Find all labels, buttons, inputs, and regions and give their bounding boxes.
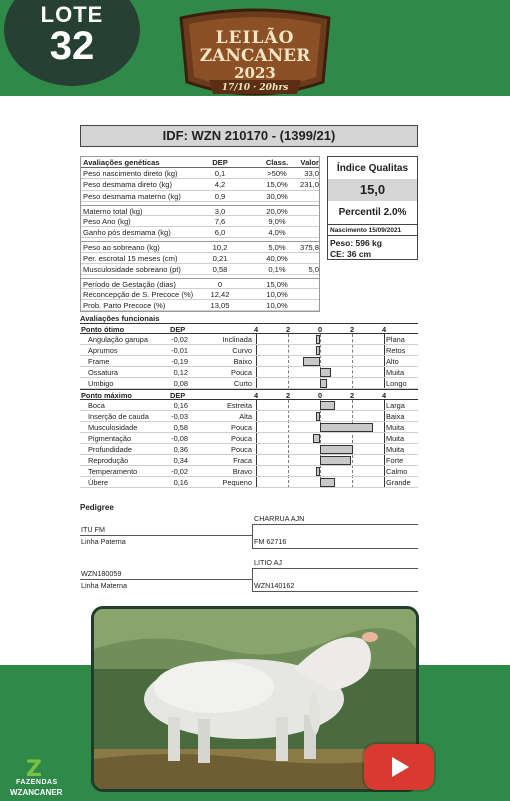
section-dep-label: DEP xyxy=(170,325,186,334)
axis-tick-label: 4 xyxy=(253,325,259,334)
dep-bar xyxy=(316,412,320,421)
paternal-grandsire: CHARRUA AJN xyxy=(254,514,305,523)
qualitas-percentile: Percentil 2.0% xyxy=(338,207,407,218)
genetic-header-name: Avaliações genéticas xyxy=(83,158,160,167)
trait-low-label: Baixo xyxy=(233,357,252,366)
trait-low-label: Inclinada xyxy=(222,335,252,344)
genetic-dep: 0,9 xyxy=(214,191,226,201)
trait-low-label: Pouca xyxy=(231,434,252,443)
genetic-class: 0,1% xyxy=(268,264,286,274)
genetic-row xyxy=(81,179,319,190)
dam-line-label: Linha Materna xyxy=(81,581,127,590)
functional-row xyxy=(80,356,418,367)
play-icon xyxy=(392,757,409,777)
axis-tick-label: 2 xyxy=(285,325,291,334)
sire-line-label: Linha Paterna xyxy=(81,537,126,546)
functional-evaluations-table xyxy=(80,323,418,488)
sire-name: ITU FM xyxy=(81,525,105,534)
section-dep-label: DEP xyxy=(170,391,186,400)
genetic-class: 9,0% xyxy=(268,216,286,226)
section-label: Ponto ótimo xyxy=(81,325,125,334)
functional-title: Avaliações funcionais xyxy=(80,314,160,323)
trait-name: Úbere xyxy=(88,478,109,487)
genetic-row xyxy=(81,241,319,252)
lote-number: 32 xyxy=(49,24,95,68)
trait-high-label: Alto xyxy=(386,357,399,366)
trait-high-label: Muita xyxy=(386,445,405,454)
trait-name: Frame xyxy=(88,357,110,366)
genetic-header-value: Valor xyxy=(300,158,319,167)
genetic-class: 40,0% xyxy=(266,253,288,263)
genetic-trait-name: Ganho pós desmama (kg) xyxy=(83,228,171,238)
genetic-trait-name: Peso desmama materno (kg) xyxy=(83,191,181,201)
trait-high-label: Baixa xyxy=(386,412,405,421)
trait-dep: 0,08 xyxy=(173,379,188,388)
lote-label: LOTE xyxy=(40,2,104,27)
auction-logo xyxy=(175,4,335,100)
trait-dep: 0,12 xyxy=(173,368,188,377)
animal-id-bar: IDF: WZN 210170 - (1399/21) xyxy=(80,125,418,147)
genetic-value: 5,0 xyxy=(308,264,319,274)
genetic-trait-name: Peso nascimento direto (kg) xyxy=(83,169,178,179)
genetic-trait-name: Peso desmama direto (kg) xyxy=(83,180,173,190)
pedigree-line xyxy=(252,568,418,569)
genetic-dep: 0,1 xyxy=(214,169,226,179)
genetic-trait-name: Materno total (kg) xyxy=(83,206,143,216)
trait-low-label: Bravo xyxy=(232,467,252,476)
genetic-class: 15,0% xyxy=(266,180,288,190)
genetic-row xyxy=(81,216,319,227)
badge-date: 17/10 · 20hrs xyxy=(221,83,289,93)
trait-high-label: Muita xyxy=(386,423,405,432)
trait-low-label: Pouca xyxy=(231,368,252,377)
genetic-trait-name: Peso ao sobreano (kg) xyxy=(83,243,160,253)
genetic-value: 231,0 xyxy=(299,180,319,190)
functional-row xyxy=(80,400,418,411)
trait-high-label: Muita xyxy=(386,434,405,443)
genetic-row xyxy=(81,253,319,264)
trait-dep: -0,02 xyxy=(171,467,188,476)
trait-name: Umbigo xyxy=(88,379,114,388)
birth-date: Nascimento 15/09/2021 xyxy=(328,224,417,236)
trait-high-label: Longo xyxy=(386,379,407,388)
functional-row xyxy=(80,422,418,433)
genetic-class: 5,0% xyxy=(268,243,286,253)
genetic-header-class: Class. xyxy=(265,158,289,167)
genetic-dep: 7,6 xyxy=(214,216,226,226)
genetic-trait-name: Peso Ano (kg) xyxy=(83,216,131,226)
genetic-class: 4,0% xyxy=(268,228,286,238)
dep-bar xyxy=(303,357,320,366)
pedigree-line xyxy=(252,568,253,592)
trait-dep: -0,02 xyxy=(171,335,188,344)
genetic-row xyxy=(81,227,319,238)
genetic-evaluations-table xyxy=(80,156,320,312)
dep-bar xyxy=(320,445,353,454)
scrotal-circumference: CE: 36 cm xyxy=(330,249,372,259)
functional-row xyxy=(80,367,418,378)
dep-bar xyxy=(313,434,320,443)
genetic-value: 33,0 xyxy=(304,169,319,179)
trait-name: Inserção de cauda xyxy=(88,412,149,421)
farm-logo-line1: FAZENDAS xyxy=(16,779,58,786)
qualitas-index-box xyxy=(327,156,418,260)
trait-high-label: Forte xyxy=(386,456,404,465)
trait-dep: -0,01 xyxy=(171,346,188,355)
trait-dep: -0,08 xyxy=(171,434,188,443)
functional-section-block xyxy=(80,334,418,389)
genetic-row xyxy=(81,278,319,289)
genetic-trait-name: Musculosidade sobreano (pt) xyxy=(83,264,181,274)
trait-low-label: Curto xyxy=(233,379,252,388)
dep-bar xyxy=(320,423,373,432)
trait-name: Reprodução xyxy=(88,456,129,465)
functional-row xyxy=(80,444,418,455)
axis-tick-label: 2 xyxy=(349,325,355,334)
trait-low-label: Pouca xyxy=(231,445,252,454)
pedigree-title: Pedigree xyxy=(80,503,114,512)
trait-dep: -0,19 xyxy=(171,357,188,366)
genetic-dep: 10,2 xyxy=(212,243,228,253)
genetic-row xyxy=(81,264,319,275)
genetic-dep: 0 xyxy=(217,279,223,289)
genetic-dep: 6,0 xyxy=(214,228,226,238)
axis-tick-label: 4 xyxy=(253,391,259,400)
trait-name: Profundidade xyxy=(88,445,132,454)
dep-bar xyxy=(316,335,320,344)
genetic-row xyxy=(81,191,319,202)
genetic-dep: 12,42 xyxy=(210,290,230,300)
badge-year: 2023 xyxy=(234,64,276,82)
genetic-dep: 13,05 xyxy=(210,301,230,311)
trait-name: Boca xyxy=(88,401,105,410)
trait-name: Ossatura xyxy=(88,368,118,377)
genetic-row xyxy=(81,205,319,216)
pedigree-line xyxy=(252,524,253,548)
weight: Peso: 596 kg xyxy=(330,238,382,248)
axis-tick-label: 0 xyxy=(317,391,323,400)
genetic-trait-name: Período de Gestação (dias) xyxy=(83,279,176,289)
functional-row xyxy=(80,433,418,444)
play-video-button[interactable] xyxy=(364,744,434,790)
farm-logo-line2: WZANCANER xyxy=(10,788,63,797)
functional-row xyxy=(80,334,418,345)
pedigree-line xyxy=(252,591,418,592)
trait-dep: -0,03 xyxy=(171,412,188,421)
genetic-dep: 4,2 xyxy=(214,180,226,190)
genetic-row xyxy=(81,168,319,179)
paternal-granddam: FM 62716 xyxy=(254,537,287,546)
badge-title-2: ZANCANER xyxy=(199,46,311,66)
genetic-trait-name: Prob. Parto Precoce (%) xyxy=(83,301,166,311)
genetic-class: >50% xyxy=(267,169,287,179)
genetic-row xyxy=(81,300,319,311)
section-label: Ponto máximo xyxy=(81,391,132,400)
genetic-header-dep: DEP xyxy=(212,158,228,167)
dep-bar xyxy=(320,368,331,377)
genetic-class: 20,0% xyxy=(266,206,288,216)
functional-row xyxy=(80,345,418,356)
trait-dep: 0,58 xyxy=(173,423,188,432)
dep-bar xyxy=(316,467,320,476)
genetic-dep: 0,58 xyxy=(212,264,228,274)
badge-title-1: LEILÃO xyxy=(215,28,295,48)
trait-high-label: Larga xyxy=(386,401,405,410)
trait-high-label: Calmo xyxy=(386,467,408,476)
pedigree-line xyxy=(252,548,418,549)
trait-dep: 0,16 xyxy=(173,401,188,410)
trait-low-label: Pequeno xyxy=(222,478,252,487)
trait-low-label: Fraca xyxy=(233,456,252,465)
axis-tick-label: 0 xyxy=(317,325,323,334)
genetic-header-row xyxy=(81,157,319,168)
trait-low-label: Estreita xyxy=(226,401,252,410)
functional-section-block xyxy=(80,400,418,488)
farm-logo-icon: Z xyxy=(26,757,42,782)
qualitas-score: 15,0 xyxy=(328,179,417,201)
trait-name: Angulação garupa xyxy=(88,335,148,344)
trait-name: Musculosidade xyxy=(88,423,138,432)
trait-dep: 0,16 xyxy=(173,478,188,487)
dep-bar xyxy=(320,401,335,410)
functional-section-header xyxy=(80,389,418,400)
pedigree-line xyxy=(252,524,418,525)
trait-high-label: Plana xyxy=(386,335,405,344)
functional-row xyxy=(80,455,418,466)
dep-bar xyxy=(316,346,320,355)
axis-tick-label: 2 xyxy=(349,391,355,400)
dam-name: WZN180059 xyxy=(81,569,122,578)
functional-row xyxy=(80,378,418,389)
trait-low-label: Pouca xyxy=(231,423,252,432)
trait-name: Temperamento xyxy=(88,467,138,476)
trait-dep: 0,34 xyxy=(173,456,188,465)
genetic-class: 10,0% xyxy=(266,301,288,311)
genetic-dep: 0,21 xyxy=(212,253,228,263)
genetic-class: 30,0% xyxy=(266,191,288,201)
pedigree-tree xyxy=(80,512,418,592)
maternal-grandsire: LITIO AJ xyxy=(254,558,282,567)
qualitas-title: Índice Qualitas xyxy=(336,163,409,174)
functional-row xyxy=(80,411,418,422)
trait-dep: 0,36 xyxy=(173,445,188,454)
axis-tick-label: 2 xyxy=(285,391,291,400)
axis-tick-label: 4 xyxy=(381,391,387,400)
genetic-trait-name: Per. escrotal 15 meses (cm) xyxy=(83,253,178,263)
genetic-trait-name: Reconcepção de S. Precoce (%) xyxy=(83,290,194,300)
trait-name: Aprumos xyxy=(88,346,118,355)
genetic-dep: 3,0 xyxy=(214,206,226,216)
trait-low-label: Alta xyxy=(239,412,252,421)
trait-low-label: Curvo xyxy=(232,346,252,355)
dep-bar xyxy=(320,478,335,487)
genetic-class: 15,0% xyxy=(266,279,288,289)
dep-bar xyxy=(320,456,351,465)
genetic-value: 375,8 xyxy=(299,243,319,253)
functional-section-header xyxy=(80,323,418,334)
genetic-class: 10,0% xyxy=(266,290,288,300)
genetic-row xyxy=(81,289,319,300)
trait-high-label: Retos xyxy=(386,346,406,355)
trait-high-label: Grande xyxy=(386,478,411,487)
dep-bar xyxy=(320,379,327,388)
pedigree-line xyxy=(80,579,252,580)
trait-name: Pigmentação xyxy=(88,434,132,443)
functional-row xyxy=(80,477,418,488)
trait-high-label: Muita xyxy=(386,368,405,377)
maternal-granddam: WZN140162 xyxy=(254,581,295,590)
functional-row xyxy=(80,466,418,477)
pedigree-line xyxy=(80,535,252,536)
axis-tick-label: 4 xyxy=(381,325,387,334)
